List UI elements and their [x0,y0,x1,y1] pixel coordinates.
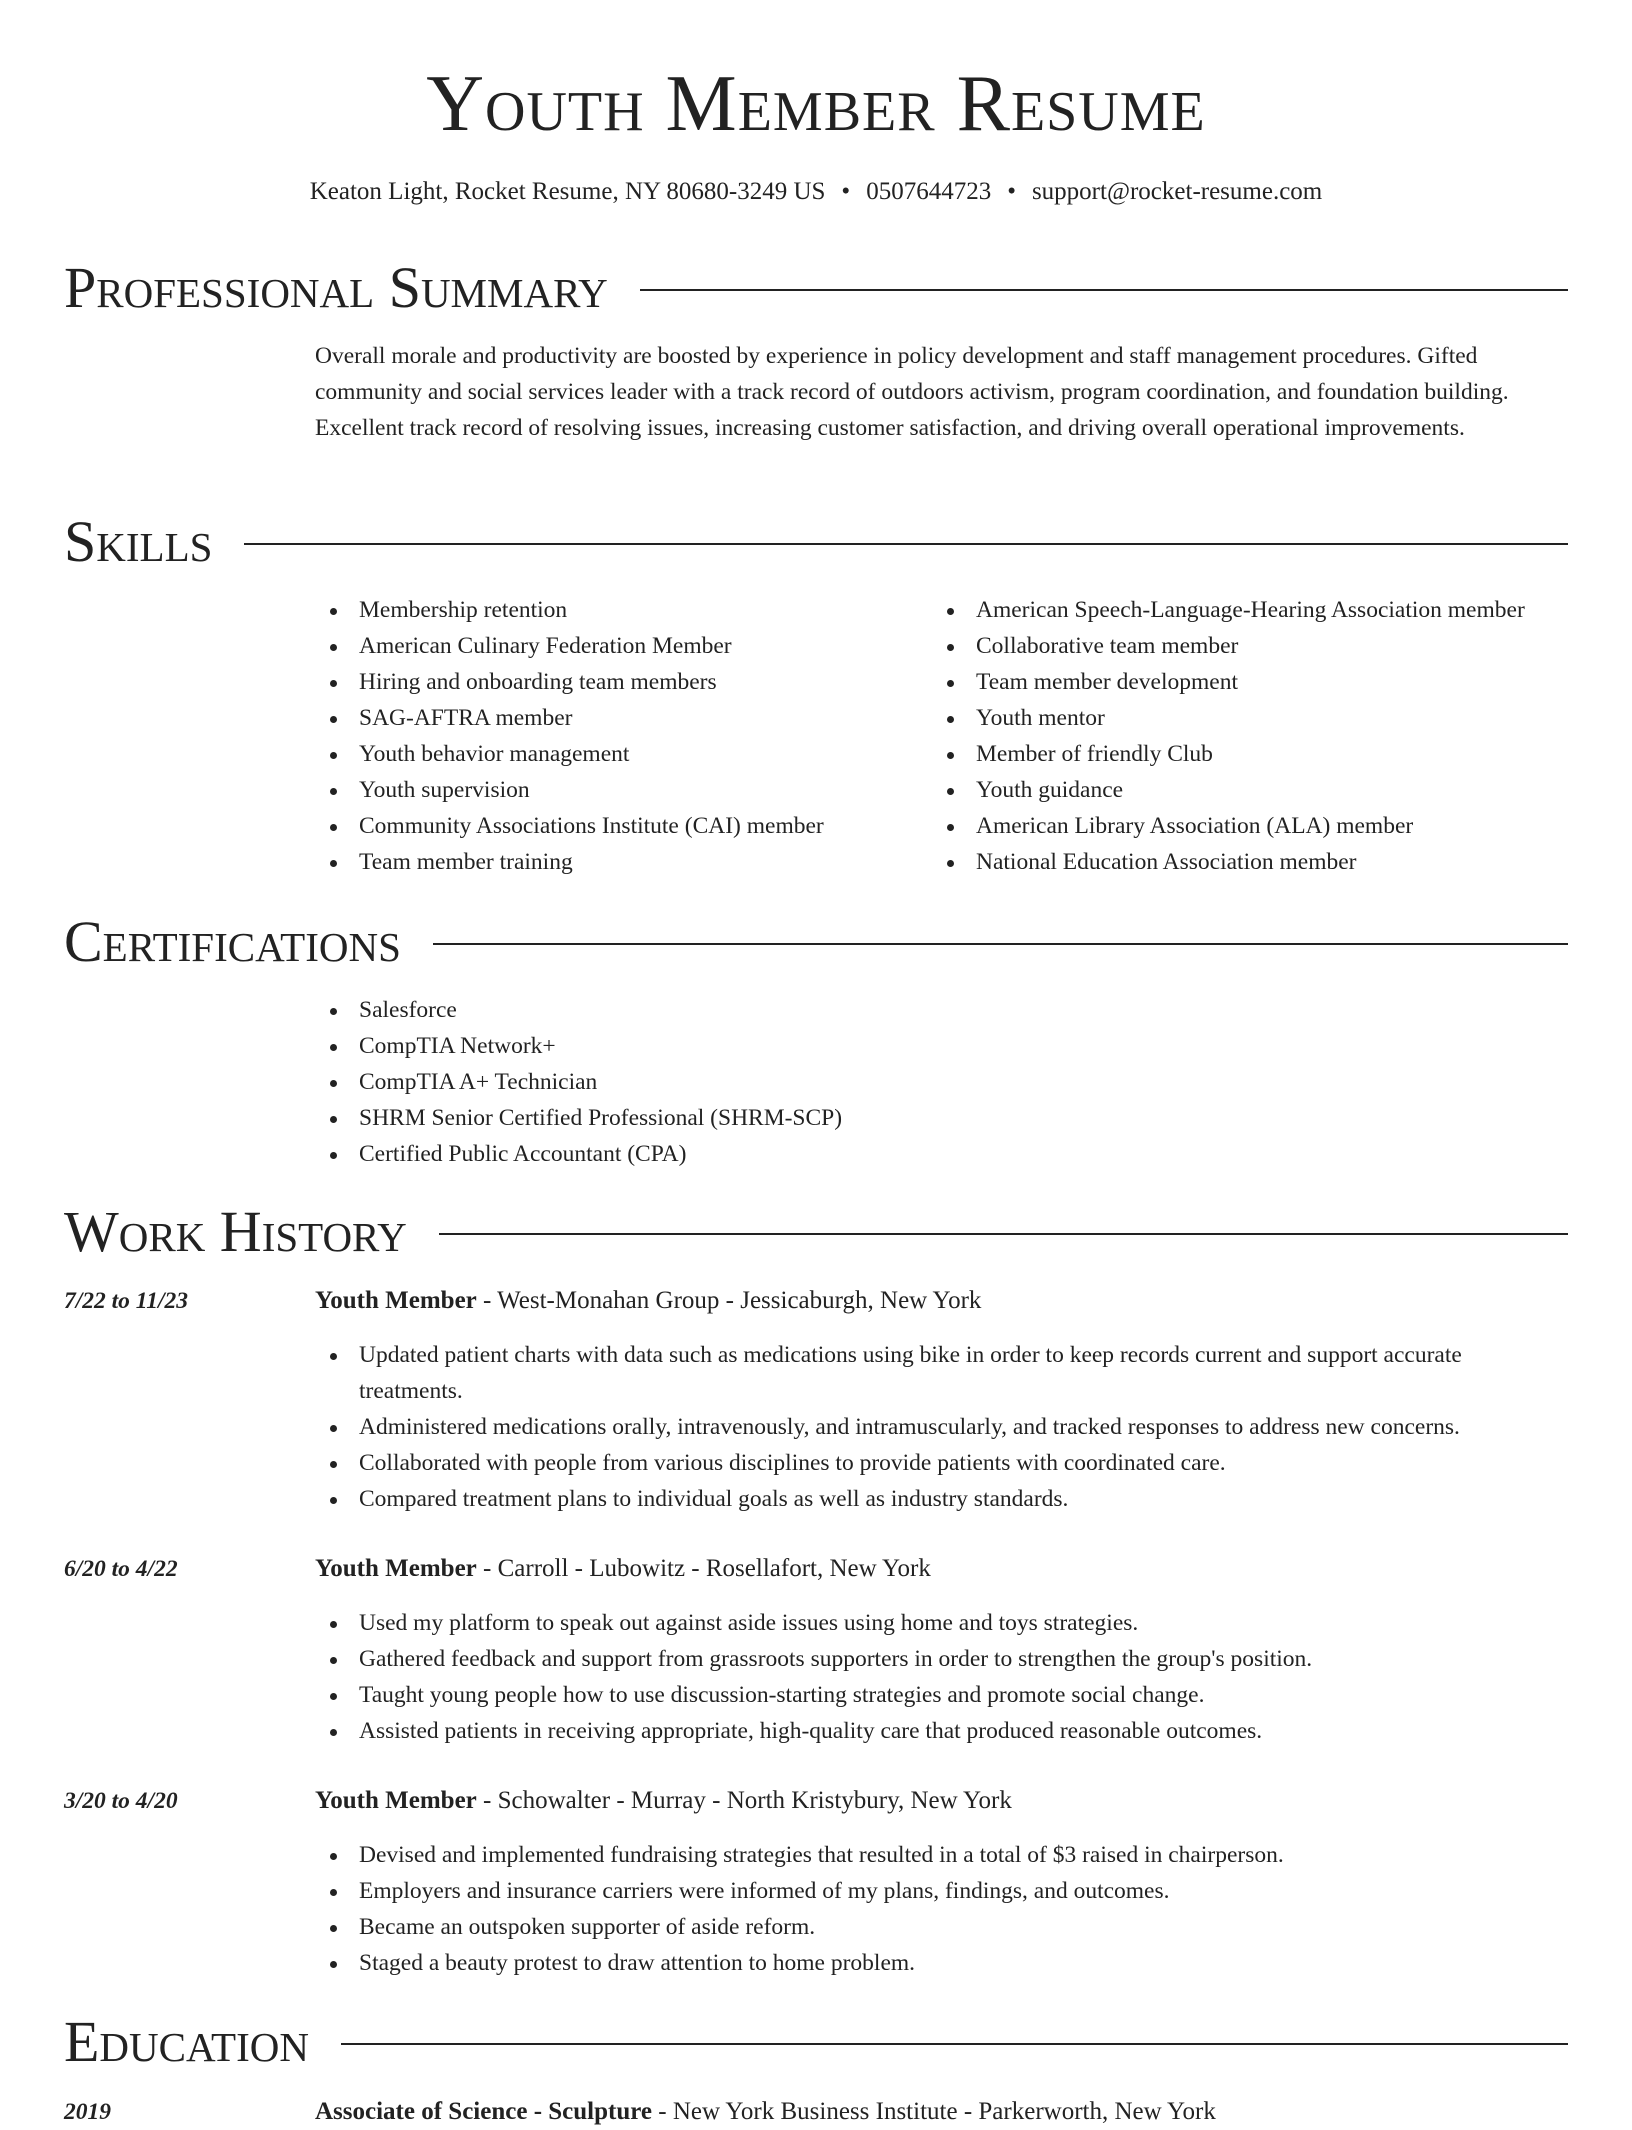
skill-item: Team member training [315,844,915,880]
job-responsibilities [315,1605,1567,1749]
job-role: Youth Member [315,1555,477,1582]
contact-separator: • [1007,178,1016,205]
skill-item: American Speech-Language-Hearing Association member [932,592,1592,628]
skills-section-heading [64,507,1568,577]
responsibility-item: Gathered feedback and support from grassroots supporters in order to strengthen the group's position. [315,1641,1567,1677]
skill-item: American Library Association (ALA) member [932,808,1592,844]
section-divider [433,943,1568,945]
job-heading [315,1783,1012,1819]
skill-item: Membership retention [315,592,915,628]
responsibility-item: Updated patient charts with data such as medications using bike in order to keep records current and support accurate treatments. [315,1337,1567,1409]
job-responsibilities [315,1837,1567,1981]
skill-item: Youth guidance [932,772,1592,808]
responsibility-item: Administered medications orally, intravenously, and intramuscularly, and tracked responses to address new concerns. [315,1409,1567,1445]
summary-section-heading [64,253,1568,323]
certification-item: SHRM Senior Certified Professional (SHRM-SCP) [315,1100,1567,1136]
skills-column-right [932,592,1592,880]
section-title: Professional Summary [64,255,608,320]
job-role: Youth Member [315,1787,477,1814]
job-dates: 7/22 to 11/23 [64,1288,189,1314]
contact-email: support@rocket-resume.com [1031,178,1323,205]
section-divider [640,289,1568,291]
summary-text: Overall morale and productivity are boosted by experience in policy development and staff management procedures. Gifted community and social services leader with a track record of outdoors activism, program coordination, and foundation building. Excellent track record of resolving issues, increasing customer satisfaction, and driving overall operational improvements. [315,343,1509,441]
certifications-list [315,992,1567,1172]
education-section-heading [64,2007,1568,2077]
responsibility-item: Used my platform to speak out against aside issues using home and toys strategies. [315,1605,1567,1641]
skill-item: Hiring and onboarding team members [315,664,915,700]
certifications-section-heading [64,907,1568,977]
responsibility-item: Taught young people how to use discussion-starting strategies and promote social change. [315,1677,1567,1713]
education-year: 2019 [64,2099,111,2125]
certification-item: CompTIA Network+ [315,1028,1567,1064]
skill-item: National Education Association member [932,844,1592,880]
certification-item: Certified Public Accountant (CPA) [315,1136,1567,1172]
section-divider [439,1233,1568,1235]
contact-separator: • [841,178,851,205]
responsibility-item: Collaborated with people from various disciplines to provide patients with coordinated care. [315,1445,1567,1481]
certification-item: CompTIA A+ Technician [315,1064,1567,1100]
job-responsibilities [315,1337,1567,1517]
skills-column-left [315,592,915,880]
contact-phone: 0507644723 [866,178,992,205]
responsibility-item: Devised and implemented fundraising strategies that resulted in a total of $3 raised in chairperson. [315,1837,1567,1873]
job-details: - West-Monahan Group - Jessicaburgh, New York [476,1287,982,1314]
responsibility-item: Staged a beauty protest to draw attention to home problem. [315,1945,1567,1981]
job-dates: 6/20 to 4/22 [64,1556,178,1582]
resume-title: Youth Member Resume [426,60,1206,148]
job-role: Youth Member [315,1287,477,1314]
skill-item: Community Associations Institute (CAI) member [315,808,915,844]
job-details: - Carroll - Lubowitz - Rosellafort, New York [476,1555,931,1582]
responsibility-item: Employers and insurance carriers were informed of my plans, findings, and outcomes. [315,1873,1567,1909]
skill-item: Youth behavior management [315,736,915,772]
responsibility-item: Assisted patients in receiving appropriate, high-quality care that produced reasonable outcomes. [315,1713,1567,1749]
skill-item: Youth supervision [315,772,915,808]
education-degree: Associate of Science - Sculpture [315,2098,652,2125]
education-heading [315,2094,1216,2130]
contact-address: Keaton Light, Rocket Resume, NY 80680-3249 US [309,178,826,205]
section-title: Work History [64,1199,407,1264]
contact-line [0,174,1632,210]
responsibility-item: Became an outspoken supporter of aside reform. [315,1909,1567,1945]
skill-item: Member of friendly Club [932,736,1592,772]
certification-item: Salesforce [315,992,1567,1028]
section-divider [244,543,1568,545]
section-title: Skills [64,509,213,574]
section-title: Education [64,2009,309,2074]
skill-item: Collaborative team member [932,628,1592,664]
section-divider [341,2043,1568,2045]
skill-item: SAG-AFTRA member [315,700,915,736]
section-title: Certifications [64,909,401,974]
skill-item: Youth mentor [932,700,1592,736]
job-details: - Schowalter - Murray - North Kristybury, New York [476,1787,1012,1814]
skill-item: American Culinary Federation Member [315,628,915,664]
skill-item: Team member development [932,664,1592,700]
responsibility-item: Compared treatment plans to individual goals as well as industry standards. [315,1481,1567,1517]
job-heading [315,1551,931,1587]
job-heading [315,1283,981,1319]
work-section-heading [64,1197,1568,1267]
education-details: - New York Business Institute - Parkerworth, New York [652,2098,1216,2125]
job-dates: 3/20 to 4/20 [64,1788,178,1814]
